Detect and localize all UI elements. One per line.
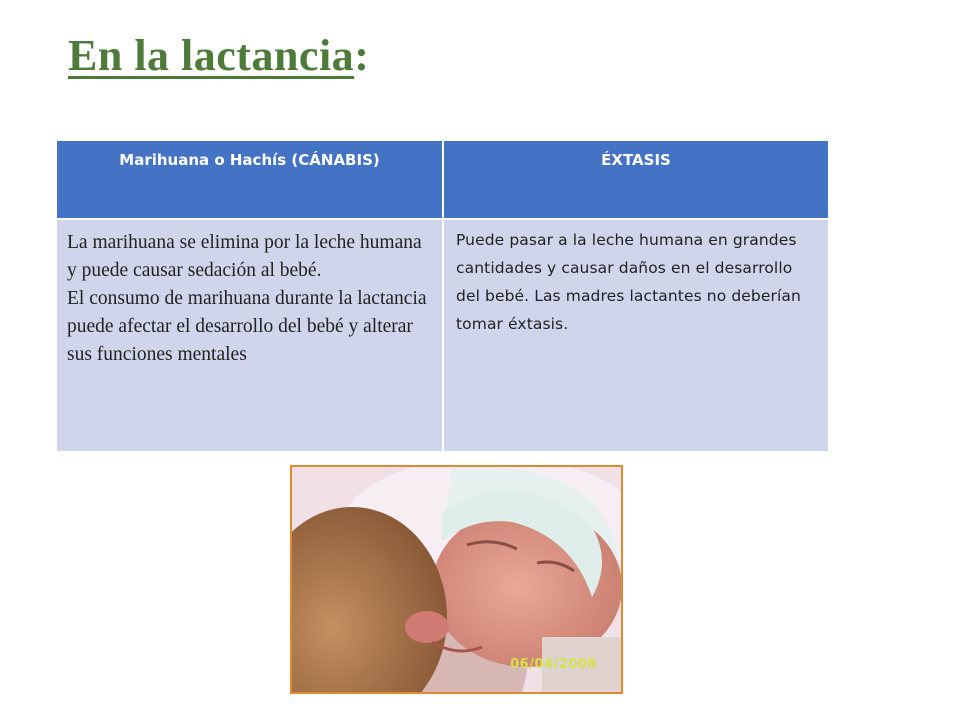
table-header-row [57,141,828,219]
photo-date-stamp: 06/04/2008 [510,657,597,672]
comparison-table [57,141,828,451]
header-extasis: ÉXTASIS [443,141,828,219]
header-cannabis: Marihuana o Hachís (CÁNABIS) [57,141,443,219]
cannabis-paragraph-2: El consumo de marihuana durante la lactancia puede afectar el desarrollo del bebé y alterar sus funciones mentales [67,288,427,365]
page-title-text: En la lactancia [68,31,355,80]
cannabis-paragraph-1: La marihuana se elimina por la leche humana y puede causar sedación al bebé. [67,232,422,281]
page-title [68,30,369,81]
cell-extasis: Puede pasar a la leche humana en grandes cantidades y causar daños en el desarrollo del bebé. Las madres lactantes no deberían tomar éxtasis. [443,219,828,451]
page-title-colon: : [354,31,370,80]
table-row [57,219,828,451]
cell-cannabis [57,219,443,451]
breastfeeding-photo [290,465,623,694]
